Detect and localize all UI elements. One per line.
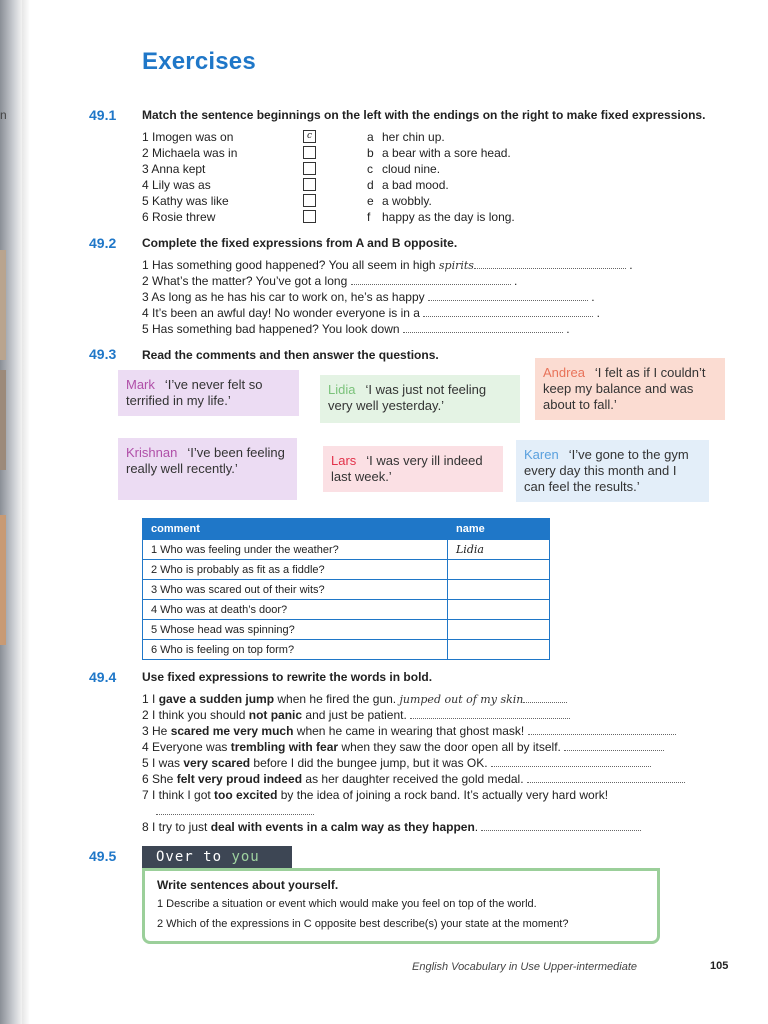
answer-box[interactable]: c	[303, 130, 316, 143]
answer-blank[interactable]	[428, 292, 588, 301]
exercise-instruction-49-2: Complete the fixed expressions from A and B opposite.	[142, 236, 458, 250]
answer-box[interactable]	[303, 178, 316, 191]
answer-box[interactable]	[303, 162, 316, 175]
question-cell: 6 Who is feeling on top form?	[143, 640, 448, 660]
speaker-name: Andrea	[543, 365, 585, 380]
question-cell: 5 Whose head was spinning?	[143, 620, 448, 640]
answer-blank[interactable]	[491, 758, 651, 767]
rewrite-item: 6 She felt very proud indeed as her daughter received the gold medal.	[142, 772, 685, 786]
rewrite-item: 1 I gave a sudden jump when he fired the gun. jumped out of my skin	[142, 692, 567, 706]
name-answer-cell[interactable]	[448, 560, 550, 580]
answer-blank[interactable]	[564, 742, 664, 751]
match-left-item: 1 Imogen was on	[142, 130, 234, 144]
table-row	[143, 560, 550, 580]
book-spine-shadow	[0, 0, 22, 1024]
margin-photo-strip	[0, 250, 6, 360]
match-right-item: her chin up.	[382, 130, 445, 144]
name-answer-cell[interactable]	[448, 600, 550, 620]
book-title-footer: English Vocabulary in Use Upper-intermediate	[412, 961, 638, 973]
match-right-letter: b	[367, 146, 374, 160]
exercise-number-49-3: 49.3	[89, 346, 117, 362]
table-row	[143, 540, 550, 560]
speaker-quote: ‘I’ve been feeling really well recently.’	[126, 445, 285, 476]
rewrite-item: 3 He scared me very much when he came in wearing that ghost mask!	[142, 724, 676, 738]
comment-bubble-lidia	[320, 375, 520, 423]
table-row	[143, 600, 550, 620]
match-right-letter: f	[367, 210, 371, 224]
table-row	[143, 640, 550, 660]
comment-bubble-lars	[323, 446, 503, 492]
rewrite-item: 8 I try to just deal with events in a calm way as they happen.	[142, 820, 641, 834]
over-to-you-highlight: you	[231, 849, 260, 865]
answer-blank[interactable]	[423, 308, 593, 317]
handwritten-answer[interactable]: spirits	[438, 259, 474, 272]
fill-in-item: 5 Has something bad happened? You look down .	[142, 322, 570, 336]
exercise-instruction-49-1: Match the sentence beginnings on the left with the endings on the right to make fixed expressions.	[142, 108, 706, 122]
answer-blank[interactable]	[474, 260, 626, 269]
name-answer-cell[interactable]	[448, 640, 550, 660]
fill-in-item: 1 Has something good happened? You all seem in high spirits .	[142, 258, 633, 272]
margin-stray-character: n	[0, 108, 7, 122]
margin-photo-strip	[0, 515, 6, 645]
match-left-item: 6 Rosie threw	[142, 210, 216, 224]
match-right-item: a wobbly.	[382, 194, 432, 208]
rewrite-item: 2 I think you should not panic and just be patient.	[142, 708, 570, 722]
answer-blank[interactable]	[523, 694, 567, 703]
answer-blank[interactable]	[481, 822, 641, 831]
page-number: 105	[710, 960, 729, 972]
exercise-number-49-2: 49.2	[89, 235, 117, 251]
rewrite-item: 5 I was very scared before I did the bungee jump, but it was OK.	[142, 756, 651, 770]
answer-blank[interactable]	[403, 324, 563, 333]
comment-bubble-krishnan	[118, 438, 297, 500]
match-left-item: 2 Michaela was in	[142, 146, 238, 160]
exercise-instruction-49-5: Write sentences about yourself.	[157, 878, 339, 892]
column-header: comment	[143, 519, 448, 540]
exercise-instruction-49-4: Use fixed expressions to rewrite the words in bold.	[142, 670, 433, 684]
rewrite-item: 7 I think I got too excited by the idea of joining a rock band. It’s actually very hard work!	[142, 788, 609, 802]
match-right-letter: d	[367, 178, 374, 192]
handwritten-answer[interactable]: jumped out of my skin	[399, 693, 524, 706]
question-cell: 2 Who is probably as fit as a fiddle?	[143, 560, 448, 580]
comment-bubble-mark	[118, 370, 299, 416]
exercise-number-49-5: 49.5	[89, 848, 117, 864]
answer-blank[interactable]	[528, 726, 676, 735]
answer-blank[interactable]	[410, 710, 570, 719]
speaker-quote: ‘I’ve never felt so terrified in my life.’	[126, 377, 263, 408]
comment-bubble-andrea	[535, 358, 725, 420]
speaker-quote: ‘I was just not feeling very well yesterday.’	[328, 382, 487, 413]
over-to-you-tab	[142, 846, 292, 868]
name-answer-cell[interactable]	[448, 580, 550, 600]
question-cell: 3 Who was scared out of their wits?	[143, 580, 448, 600]
column-header: name	[448, 519, 550, 540]
over-to-you-label: Over to	[156, 849, 223, 865]
question-cell: 4 Who was at death’s door?	[143, 600, 448, 620]
fill-in-item: 3 As long as he has his car to work on, he’s as happy .	[142, 290, 595, 304]
exercise-instruction-49-3: Read the comments and then answer the questions.	[142, 348, 439, 362]
match-left-item: 4 Lily was as	[142, 178, 211, 192]
table-row	[143, 620, 550, 640]
match-left-item: 3 Anna kept	[142, 162, 206, 176]
match-right-item: happy as the day is long.	[382, 210, 515, 224]
speaker-name: Lidia	[328, 382, 356, 397]
fill-in-item: 4 It’s been an awful day! No wonder everyone is in a .	[142, 306, 600, 320]
question-cell: 1 Who was feeling under the weather?	[143, 540, 448, 560]
rewrite-item-continuation	[156, 804, 314, 818]
comment-bubble-karen	[516, 440, 709, 502]
name-answer-cell[interactable]	[448, 620, 550, 640]
speaker-quote: ‘I felt as if I couldn’t keep my balance and was about to fall.’	[543, 365, 706, 412]
answer-blank[interactable]	[156, 806, 314, 815]
answer-blank[interactable]	[351, 276, 511, 285]
speaker-name: Mark	[126, 377, 155, 392]
margin-photo-strip	[0, 370, 6, 470]
answer-box[interactable]	[303, 194, 316, 207]
table-header-row	[143, 519, 550, 540]
book-spine-edge	[22, 0, 30, 1024]
page-title: Exercises	[142, 48, 256, 75]
exercise-number-49-4: 49.4	[89, 669, 117, 685]
rewrite-item: 4 Everyone was trembling with fear when they saw the door open all by itself.	[142, 740, 664, 754]
speaker-name: Karen	[524, 447, 559, 462]
personal-question: 2 Which of the expressions in C opposite best describe(s) your state at the moment?	[157, 918, 569, 930]
answer-box[interactable]	[303, 146, 316, 159]
speaker-quote: ‘I’ve gone to the gym every day this month and I can feel the results.’	[524, 447, 689, 494]
speaker-name: Krishnan	[126, 445, 178, 460]
personal-question: 1 Describe a situation or event which would make you feel on top of the world.	[157, 898, 537, 910]
match-right-letter: a	[367, 130, 374, 144]
answer-table	[142, 518, 550, 660]
answer-blank[interactable]	[527, 774, 685, 783]
fill-in-item: 2 What’s the matter? You’ve got a long .	[142, 274, 518, 288]
answer-box[interactable]	[303, 210, 316, 223]
table-row	[143, 580, 550, 600]
match-left-item: 5 Kathy was like	[142, 194, 229, 208]
match-right-item: a bad mood.	[382, 178, 449, 192]
name-answer-cell[interactable]: Lidia	[448, 540, 550, 560]
speaker-name: Lars	[331, 453, 357, 468]
exercise-number-49-1: 49.1	[89, 107, 117, 123]
speaker-quote: ‘I was very ill indeed last week.’	[331, 453, 483, 484]
match-right-item: a bear with a sore head.	[382, 146, 511, 160]
match-right-letter: c	[367, 162, 373, 176]
match-right-letter: e	[367, 194, 374, 208]
match-right-item: cloud nine.	[382, 162, 441, 176]
